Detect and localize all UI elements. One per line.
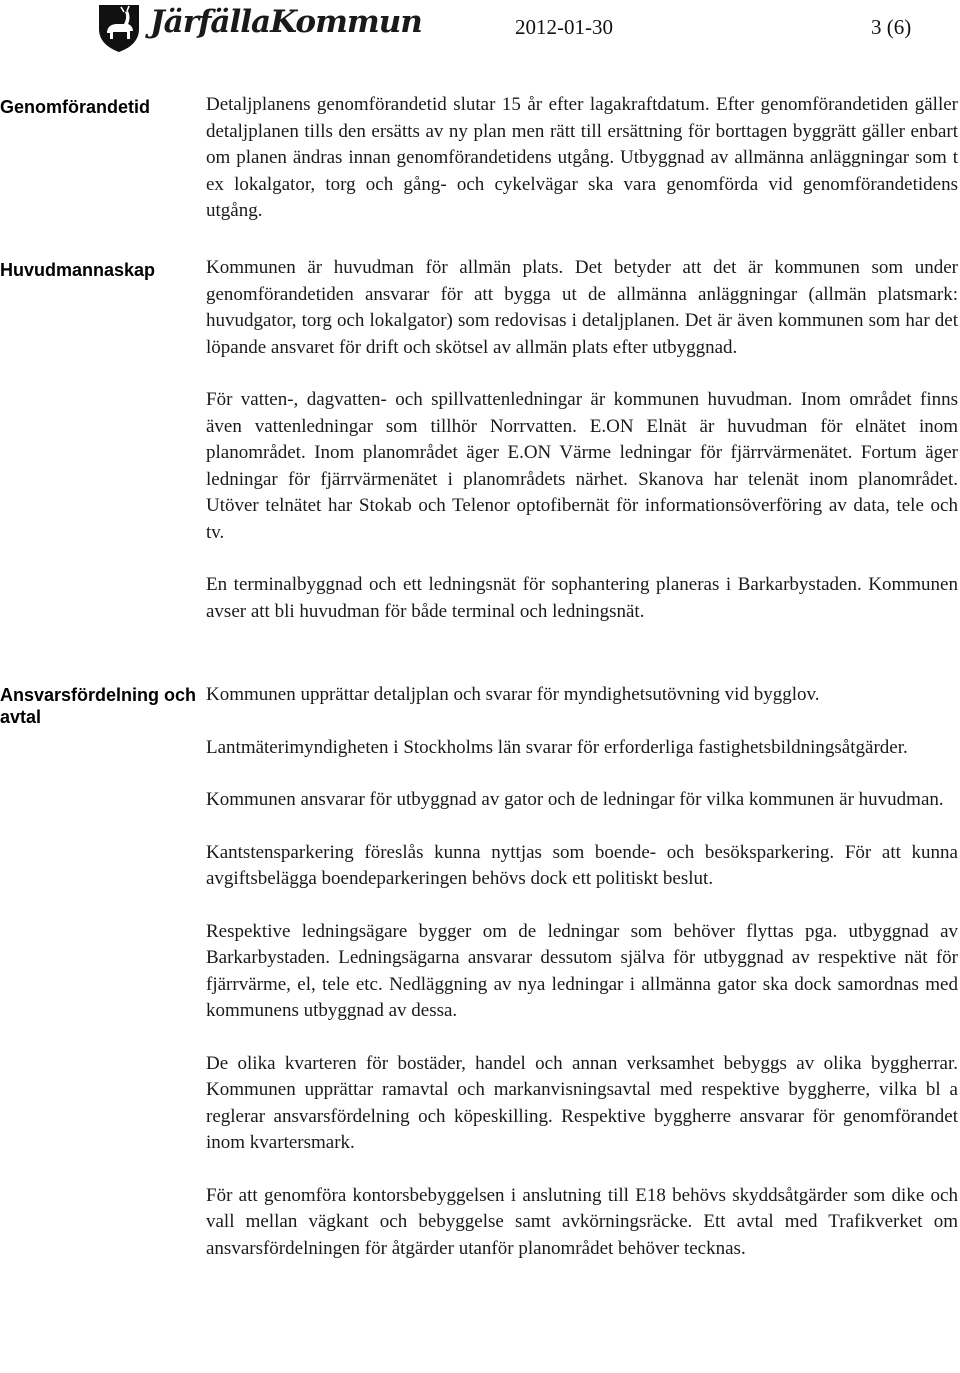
paragraph: Kommunen upprättar detaljplan och svarar för myndighetsutövning vid bygglov. [206, 684, 820, 705]
municipality-crest-logo [97, 3, 141, 53]
section-heading: Huvudmannaskap [0, 260, 156, 280]
paragraph: Kommunen ansvarar för utbyggnad av gator och de ledningar för vilka kommunen är huvudman. [206, 789, 944, 810]
paragraph: Detaljplanens genomförandetid slutar 15 år efter lagakraftdatum. Efter genomförandetiden gäller detaljplanen tills den ersätts av ny plan men rätt till ersättning för borttagen byggrätt gäller enbart om planen ändras innan genomförandetidens utgång. Utbyggnad av allmänna anläggningar som t ex lokalgator, torg och gång- och cykelvägar ska vara genomförda vid genomförandetidens utgång. [206, 94, 958, 221]
page-number: 3 (6) [871, 15, 912, 39]
paragraph: De olika kvarteren för bostäder, handel och annan verksamhet bebyggs av olika byggherrar. Kommunen upprättar ramavtal och markanvisningsavtal med respektive byggherre, vilka bl a reglerar ansvarsfördelning och köpeskilling. Respektive byggherre ansvarar för genomförandet inom kvartersmark. [206, 1052, 958, 1153]
paragraph: Lantmäterimyndigheten i Stockholms län svarar för erforderliga fastighetsbildningsåtgärder. [206, 736, 908, 758]
section-heading: Genomförandetid [0, 97, 151, 117]
paragraph: För att genomföra kontorsbebyggelsen i anslutning till E18 behövs skyddsåtgärder som dike och vall mellan vägkant och bebyggelse samt avkörningsräcke. Ett avtal med Trafikverket om ansvarsfördelningen för åtgärder utanför planområdet behöver tecknas. [206, 1184, 958, 1259]
section-heading: Ansvarsfördelning och avtal [0, 685, 197, 727]
paragraph: Kantstensparkering föreslås kunna nyttjas som boende- och besöksparkering. För att kunna avgiftsbelägga boendeparkeringen behövs dock ett politiskt beslut. [206, 841, 958, 889]
paragraph: Kommunen är huvudman för allmän plats. Det betyder att det är kommunen som under genomförandetiden ansvarar för att bygga ut de allmänna anläggningar (allmän platsmark: huvudgator, torg och lokalgator) som redovisas i detaljplanen. Det är även kommunen som har det löpande ansvaret för drift och skötsel av allmän plats efter utbyggnad. [206, 257, 958, 358]
section-body [206, 92, 958, 251]
document-date: 2012-01-30 [515, 15, 613, 39]
paragraph: Respektive ledningsägare bygger om de ledningar som behöver flyttas pga. utbyggnad av Barkarbystaden. Ledningsägarna ansvarar dessutom själva för utbyggnad av respektive nät för fjärrvärme, el, tele etc. Nedläggning av nya ledningar i allmänna gator ska dock samordnas med kommunens utbyggnad av dessa. [206, 920, 958, 1021]
page-header [0, 0, 960, 60]
paragraph: En terminalbyggnad och ett ledningsnät för sophantering planeras i Barkarbystaden. Kommunen avser att bli huvudman för både terminal och ledningsnät. [206, 574, 958, 622]
paragraph: För vatten-, dagvatten- och spillvattenledningar är kommunen huvudman. Inom området finns även vattenledningar som tillhör Norrvatten. E.ON Elnät är huvudman för elnätet inom planområdet. Inom planområdet äger E.ON Värme ledningar för fjärrvärmenätet. Fortum äger ledningar för fjärrvärmenätet i planområdets närhet. Skanova har telenät inom planområdet. Utöver telnätet har Stokab och Telenor optofibernät för informationsöverföring av data, tele och tv. [206, 389, 958, 543]
section-body [206, 682, 958, 1288]
municipality-wordmark: JärfällaKommun [150, 4, 422, 40]
section-body [206, 255, 958, 651]
